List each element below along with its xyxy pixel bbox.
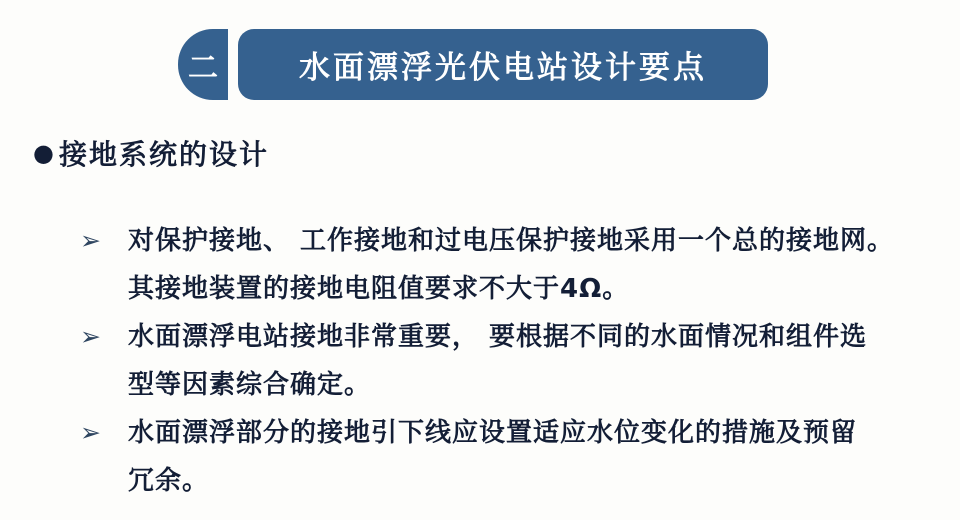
page-title: 水面漂浮光伏电站设计要点 <box>299 50 707 86</box>
section-heading-text: 接地系统的设计 <box>58 138 269 171</box>
bullet-text <box>128 217 940 313</box>
bullet-text-line: 型等因素综合确定。 <box>128 370 372 400</box>
arrow-bullet-icon: ➢ <box>80 418 101 447</box>
title-banner <box>238 29 768 100</box>
section-heading <box>33 133 269 173</box>
list-item <box>80 313 940 409</box>
bullet-text-line: 水面漂浮部分的接地引下线应设置适应水位变化的措施及预留 <box>128 418 858 448</box>
bullet-text-line: 其接地装置的接地电阻值要求不大于4Ω。 <box>128 274 630 304</box>
section-number-badge <box>178 29 228 100</box>
bullet-text-line: 冗余。 <box>128 466 210 496</box>
bullet-text <box>128 409 940 505</box>
arrow-bullet-icon: ➢ <box>80 322 101 351</box>
bullet-text-line: 水面漂浮电站接地非常重要， 要根据不同的水面情况和组件选 <box>128 322 868 352</box>
bullet-text-line: 对保护接地、 工作接地和过电压保护接地采用一个总的接地网。 <box>128 226 895 256</box>
section-header <box>178 29 768 100</box>
bullet-dot-icon: ● <box>33 139 56 167</box>
list-item <box>80 409 940 505</box>
list-item <box>80 217 940 313</box>
section-number: 二 <box>188 50 218 86</box>
arrow-bullet-icon: ➢ <box>80 226 101 255</box>
bullet-text <box>128 313 940 409</box>
bullet-list <box>80 217 940 505</box>
